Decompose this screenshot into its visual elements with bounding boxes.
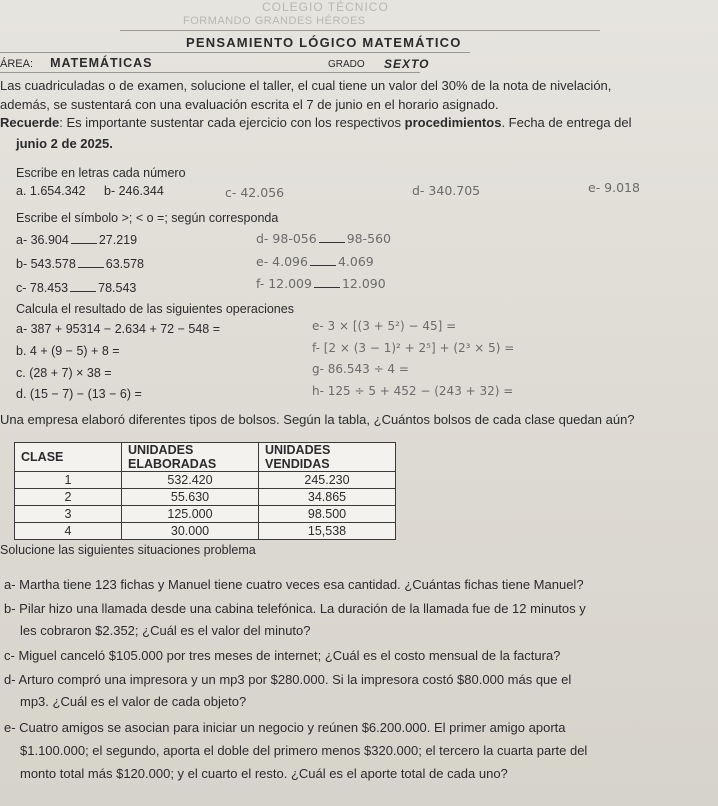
cell-sold: 15,538 (259, 523, 396, 540)
operation-e: e- 3 × [(3 + 5²) − 45] = (312, 319, 457, 333)
column-header-sold: UNIDADES VENDIDAS (259, 443, 396, 472)
compare-c: c- 78.453 78.543 (16, 281, 137, 295)
table-row (15, 506, 396, 523)
cell-produced: 125.000 (122, 506, 259, 523)
operation-c: c. (28 + 7) × 38 = (16, 366, 112, 380)
instructions-line-3: Recuerde: Es importante sustentar cada ejercicio con los respectivos procedimientos. Fecha de entrega del (0, 115, 632, 130)
instructions-line-2: además, se sustentará con una evaluación escrita el 7 de junio en el horario asignado. (0, 97, 499, 112)
problem-e-line-2: $1.100.000; el segundo, aporta el doble del primero menos $320.000; el tercero la cuarta parte del (20, 743, 588, 758)
compare-a: a- 36.904 27.219 (16, 233, 138, 247)
header-divider-3 (0, 72, 420, 73)
compare-d: d- 98-056 98-560 (256, 231, 391, 246)
problem-e-line-1: e- Cuatro amigos se asocian para iniciar un negocio y reúnen $6.200.000. El primer amigo aporta (4, 720, 566, 735)
operation-b: b. 4 + (9 − 5) + 8 = (16, 344, 120, 358)
table-row (15, 472, 396, 489)
section-2-title: Escribe el símbolo >; < o =; según corresponda (16, 211, 279, 225)
table-question: Una empresa elaboró diferentes tipos de bolsos. Según la tabla, ¿Cuántos bolsos de cada clase quedan aún? (0, 412, 635, 427)
cell-produced: 30.000 (122, 523, 259, 540)
compare-e: e- 4.096 4.069 (256, 254, 374, 269)
item-1d: d- 340.705 (412, 183, 481, 198)
operation-h: h- 125 ÷ 5 + 452 − (243 + 32) = (312, 384, 514, 398)
cell-class: 2 (15, 489, 122, 506)
item-1b: b- 246.344 (104, 184, 164, 198)
cell-sold: 34.865 (259, 489, 396, 506)
problem-e-line-3: monto total más $120.000; y el cuarto el resto. ¿Cuál es el aporte total de cada uno? (20, 766, 508, 781)
header-divider-2 (0, 52, 470, 53)
header-divider (120, 30, 600, 31)
subject-value: MATEMÁTICAS (50, 56, 153, 70)
production-table (14, 442, 396, 540)
worksheet-title: PENSAMIENTO LÓGICO MATEMÁTICO (186, 35, 462, 50)
school-name: COLEGIO TÉCNICO (262, 0, 389, 14)
cell-sold: 245.230 (259, 472, 396, 489)
operation-a: a- 387 + 95314 − 2.634 + 72 − 548 = (16, 322, 220, 336)
section-5-title: Solucione las siguientes situaciones problema (0, 543, 256, 557)
cell-class: 4 (15, 523, 122, 540)
grade-value: SEXTO (384, 57, 430, 71)
instructions-line-1: Las cuadriculadas o de examen, solucione el taller, el cual tiene un valor del 30% de la nota de nivelación, (0, 78, 612, 93)
compare-b: b- 543.578 63.578 (16, 257, 145, 271)
operation-f: f- [2 × (3 − 1)² + 2⁵] + (2³ × 5) = (312, 341, 515, 355)
table-row (15, 523, 396, 540)
problem-b-line-2: les cobraron $2.352; ¿Cuál es el valor del minuto? (20, 623, 311, 638)
school-motto: FORMANDO GRANDES HÉROES (183, 15, 366, 27)
table-row (15, 489, 396, 506)
grade-label: GRADO (328, 59, 365, 70)
item-1e: e- 9.018 (588, 180, 640, 195)
operation-g: g- 86.543 ÷ 4 = (312, 362, 409, 376)
due-date: junio 2 de 2025. (16, 136, 113, 151)
cell-produced: 532.420 (122, 472, 259, 489)
section-3-title: Calcula el resultado de las siguientes operaciones (16, 302, 294, 316)
item-1c: c- 42.056 (225, 185, 285, 200)
item-1a: a. 1.654.342 (16, 184, 86, 198)
problem-c: c- Miguel canceló $105.000 por tres meses de internet; ¿Cuál es el costo mensual de la factura? (4, 648, 561, 663)
cell-produced: 55.630 (122, 489, 259, 506)
cell-sold: 98.500 (259, 506, 396, 523)
problem-d-line-2: mp3. ¿Cuál es el valor de cada objeto? (20, 694, 247, 709)
operation-d: d. (15 − 7) − (13 − 6) = (16, 387, 142, 401)
problem-d-line-1: d- Arturo compró una impresora y un mp3 por $280.000. Si la impresora costó $80.000 más que el (4, 672, 572, 687)
table-header-row (15, 443, 396, 472)
section-1-title: Escribe en letras cada número (16, 166, 186, 180)
cell-class: 1 (15, 472, 122, 489)
subject-label: ÁREA: MATEMÁTICAS (0, 56, 153, 70)
problem-a: a- Martha tiene 123 fichas y Manuel tiene cuatro veces esa cantidad. ¿Cuántas fichas tiene Manuel? (4, 577, 584, 592)
column-header-class: CLASE (15, 443, 122, 472)
compare-f: f- 12.009 12.090 (256, 276, 386, 291)
cell-class: 3 (15, 506, 122, 523)
problem-b-line-1: b- Pilar hizo una llamada desde una cabina telefónica. La duración de la llamada fue de 12 minutos y (4, 601, 586, 616)
column-header-produced: UNIDADES ELABORADAS (122, 443, 259, 472)
